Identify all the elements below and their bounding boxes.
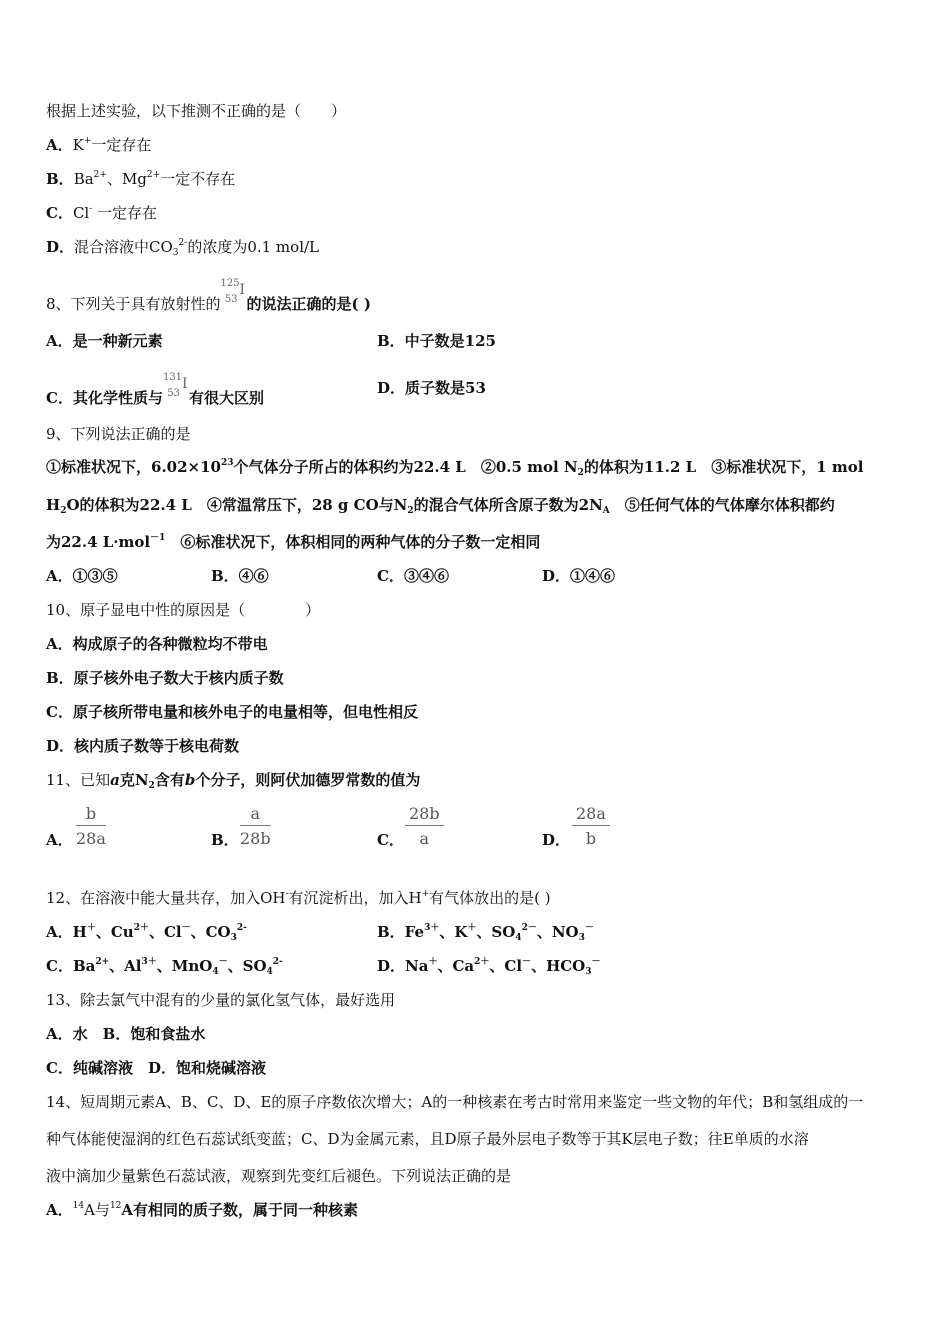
q14-stem-line-2: 种气体能使湿润的红色石蕊试纸变蓝；C、D为金属元素，且D原子最外层电子数等于其K层电子数；往E单质的水溶 bbox=[46, 1130, 809, 1148]
q13-options-ab: A．水 B．饱和食盐水 bbox=[46, 1025, 206, 1043]
q10-stem: 10、原子显电中性的原因是（ ） bbox=[46, 601, 321, 619]
q9-stem: 9、下列说法正确的是 bbox=[46, 425, 191, 443]
q12-stem: 12、在溶液中能大量共存，加入OH-有沉淀析出，加入H+有气体放出的是( ) bbox=[46, 889, 551, 907]
iodine-125-nuclide: 125 53 I bbox=[220, 278, 246, 305]
q10-option-d: D．核内质子数等于核电荷数 bbox=[46, 737, 240, 755]
q11-option-d-fraction: $\frac{28a}{b}$ bbox=[572, 804, 610, 848]
q13-options-cd: C．纯碱溶液 D．饱和烧碱溶液 bbox=[46, 1059, 266, 1077]
q9-option-b: B．④⑥ bbox=[211, 567, 269, 585]
q10-option-c: C．原子核所带电量和核外电子的电量相等，但电性相反 bbox=[46, 703, 418, 721]
q8-option-b: B．中子数是125 bbox=[377, 332, 496, 350]
q12-option-c: C．$Ba^{2+}$、$Al^{3+}$、MnO$_4$－、$SO_4^{2-}$ bbox=[46, 957, 283, 977]
q7-stem: 根据上述实验，以下推测不正确的是（ ） bbox=[46, 102, 347, 120]
q12-option-a: A．H＋、$Cu^{2+}$、Cl－、$CO_3^{2-}$ bbox=[46, 923, 247, 943]
iodine-131-nuclide: 131 53 I bbox=[162, 372, 188, 399]
q9-option-c: C．③④⑥ bbox=[377, 567, 449, 585]
q9-option-d: D．①④⑥ bbox=[542, 567, 616, 585]
q13-stem: 13、除去氯气中混有的少量的氯化氢气体，最好选用 bbox=[46, 991, 396, 1009]
q11-option-a-label: A． bbox=[46, 831, 73, 849]
q8-stem: 8、下列关于具有放射性的 125 53 I 的说法正确的是( ) bbox=[46, 278, 371, 313]
q10-option-b: B．原子核外电子数大于核内质子数 bbox=[46, 669, 284, 687]
q9-statement-line-1: ①标准状况下，$6.02\times 10^{23}$个气体分子所占的体积约为22.4 L ②0.5 mol $N_2$的体积为11.2 L ③标准状况下，1 mol bbox=[46, 458, 864, 478]
q8-option-a: A．是一种新元素 bbox=[46, 332, 163, 350]
q11-option-b-label: B． bbox=[211, 831, 239, 849]
q14-stem-line-3: 液中滴加少量紫色石蕊试液，观察到先变红后褪色。下列说法正确的是 bbox=[46, 1167, 512, 1185]
q11-option-c-fraction: $\frac{28b}{a}$ bbox=[405, 804, 444, 848]
q8-option-c: C．其化学性质与 131 53 I 有很大区别 bbox=[46, 372, 264, 407]
q8-option-d: D．质子数是53 bbox=[377, 379, 486, 397]
q7-option-b: B．$Ba^{2+}$、$Mg^{2+}$一定不存在 bbox=[46, 170, 236, 188]
q12-option-b: B．$Fe^{3+}$、K＋、$SO_4^{2-}$、$NO_3^-$ bbox=[377, 923, 594, 943]
q11-option-b-fraction: $\frac{a}{28b}$ bbox=[240, 804, 271, 848]
q7-option-a: A．K+一定存在 bbox=[46, 136, 152, 154]
q7-option-d: D．混合溶液中$CO_3^{2-}$的浓度为0.1 mol/L bbox=[46, 238, 320, 258]
q11-option-c-label: C． bbox=[377, 831, 404, 849]
q11-stem: 11、已知a克$N_2$含有b个分子，则阿伏加德罗常数的值为 bbox=[46, 771, 421, 791]
q11-option-d-label: D． bbox=[542, 831, 571, 849]
q14-stem-line-1: 14、短周期元素A、B、C、D、E的原子序数依次增大；A的一种核素在考古时常用来鉴定一些文物的年代；B和氢组成的一 bbox=[46, 1093, 864, 1111]
q14-option-a: A．$^{14}$A与$^{12}$A有相同的质子数，属于同一种核素 bbox=[46, 1201, 359, 1219]
q10-option-a: A．构成原子的各种微粒均不带电 bbox=[46, 635, 268, 653]
q9-option-a: A．①③⑤ bbox=[46, 567, 118, 585]
q11-option-a-fraction: $\frac{b}{28a}$ bbox=[76, 804, 106, 848]
q12-option-d: D．Na＋、$Ca^{2+}$、Cl－、$HCO_3^-$ bbox=[377, 957, 601, 977]
q9-statement-line-3: 为22.4 L·mol$^{-1}$ ⑥标准状况下，体积相同的两种气体的分子数一定相同 bbox=[46, 533, 541, 551]
q7-option-c: C．Cl- 一定存在 bbox=[46, 204, 158, 222]
q9-statement-line-2: $H_2O$的体积为22.4 L ④常温常压下，28 g CO与$N_2$的混合气体所含原子数为$2N_A$ ⑤任何气体的气体摩尔体积都约 bbox=[46, 496, 835, 516]
